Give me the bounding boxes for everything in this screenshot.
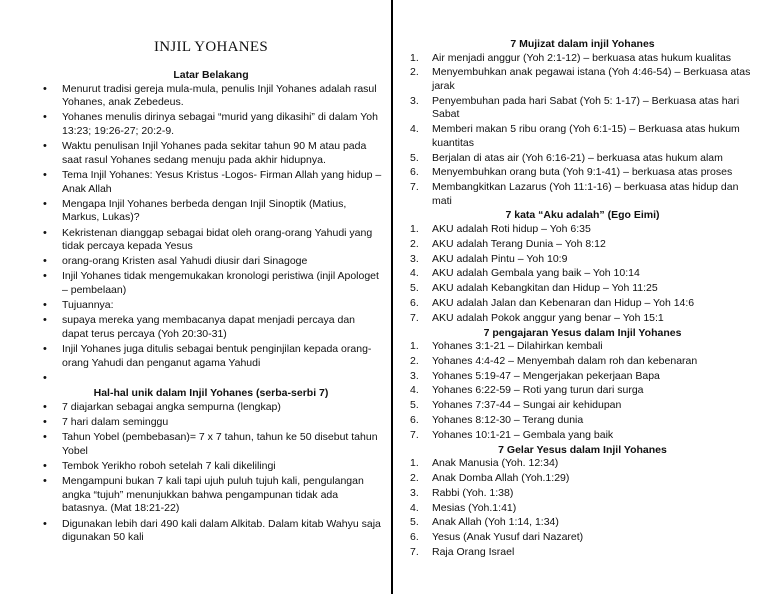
bullet-item: • Tujuannya: xyxy=(40,299,382,313)
item-text: Membangkitkan Lazarus (Yoh 11:1-16) – berkuasa atas hidup dan mati xyxy=(432,181,739,207)
bullet-item-empty xyxy=(40,372,382,386)
item-text: Yohanes 6:22-59 – Roti yang turun dari surga xyxy=(432,384,644,397)
list-item xyxy=(410,487,755,501)
item-text: Memberi makan 5 ribu orang (Yoh 6:1-15) – Berkuasa atas hukum kuantitas xyxy=(432,123,740,149)
bullet-item: • supaya mereka yang membacanya dapat menjadi percaya dan dapat terus percaya (Yoh 20:30-31) xyxy=(40,314,382,341)
item-text: AKU adalah Roti hidup – Yoh 6:35 xyxy=(432,223,591,236)
item-text: Penyembuhan pada hari Sabat (Yoh 5: 1-17) – Berkuasa atas hari Sabat xyxy=(432,94,740,121)
item-text: Air menjadi anggur (Yoh 2:1-12) – berkuasa atas hukum kualitas xyxy=(432,51,732,64)
section-heading-latar-belakang: Latar Belakang xyxy=(173,69,249,81)
section-heading-hal-unik: Hal-hal unik dalam Injil Yohanes (serba-serbi 7) xyxy=(93,387,329,400)
item-text: Menyembuhkan orang buta (Yoh 9:1-41) – berkuasa atas proses xyxy=(432,166,733,179)
list-item xyxy=(410,370,755,384)
list-item xyxy=(410,52,755,66)
item-text: Yohanes 10:1-21 – Gembala yang baik xyxy=(432,428,614,441)
item-text: Rabbi (Yoh. 1:38) xyxy=(432,486,514,499)
list-item xyxy=(410,546,755,560)
numbered-list-aku-adalah xyxy=(410,223,755,325)
bullet-item: • Kekristenan dianggap sebagai bidat oleh orang-orang Yahudi yang tidak percaya kepada Yesus xyxy=(40,227,382,254)
bullet-item: • 7 hari dalam seminggu xyxy=(40,416,382,430)
bullet-item: • 7 diajarkan sebagai angka sempurna (lengkap) xyxy=(40,401,382,415)
bullet-item: • Mengampuni bukan 7 kali tapi ujuh puluh tujuh kali, pengulangan angka “tujuh” menunjukkan bahwa pengampunan tidak ada batasnya. (Mat 18:21-22) xyxy=(40,475,382,516)
list-item xyxy=(410,457,755,471)
item-number: 6. xyxy=(410,296,419,309)
item-number: 1. xyxy=(410,457,419,470)
item-number: 2. xyxy=(410,354,419,367)
list-item xyxy=(410,267,755,281)
list-item xyxy=(410,297,755,311)
section-heading-gelar: 7 Gelar Yesus dalam Injil Yohanes xyxy=(498,443,667,456)
item-number: 1. xyxy=(410,223,419,236)
section-heading-pengajaran: 7 pengajaran Yesus dalam Injil Yohanes xyxy=(483,326,682,339)
item-number: 3. xyxy=(410,252,419,265)
item-text: Anak Domba Allah (Yoh.1:29) xyxy=(432,471,570,484)
list-item xyxy=(410,340,755,354)
bullet-item: • Tahun Yobel (pembebasan)= 7 x 7 tahun, tahun ke 50 disebut tahun Yobel xyxy=(40,431,382,458)
item-number: 5. xyxy=(410,151,419,164)
list-item xyxy=(410,312,755,326)
item-number: 1. xyxy=(410,51,419,64)
bullet-item: • Injil Yohanes tidak mengemukakan kronologi peristiwa (injil Apologet – pembelaan) xyxy=(40,270,382,297)
item-text: Yohanes 5:19-47 – Mengerjakan pekerjaan Bapa xyxy=(432,369,660,382)
numbered-list-gelar xyxy=(410,457,755,559)
item-text: Yesus (Anak Yusuf dari Nazaret) xyxy=(432,531,584,544)
item-number: 5. xyxy=(410,516,419,529)
list-item xyxy=(410,472,755,486)
list-item xyxy=(410,123,755,150)
bullet-item: • Digunakan lebih dari 490 kali dalam Alkitab. Dalam kitab Wahyu saja digunakan 50 kali xyxy=(40,518,382,545)
bullet-item: • Waktu penulisan Injil Yohanes pada sekitar tahun 90 M atau pada saat rasul Yohanes sedang menuju pada akhir hidupnya. xyxy=(40,140,382,167)
bullet-item: • Tembok Yerikho roboh setelah 7 kali dikelilingi xyxy=(40,460,382,474)
item-text: AKU adalah Terang Dunia – Yoh 8:12 xyxy=(432,237,606,250)
list-item xyxy=(410,166,755,180)
list-item xyxy=(410,223,755,237)
item-text: AKU adalah Pokok anggur yang benar – Yoh 15:1 xyxy=(432,311,664,324)
bullet-list-hal-unik xyxy=(40,401,382,545)
bullet-item: • Menurut tradisi gereja mula-mula, penulis Injil Yohanes adalah rasul Yohanes, anak Zebedeus. xyxy=(40,83,382,110)
item-text: Yohanes 8:12-30 – Terang dunia xyxy=(432,414,584,426)
list-item xyxy=(410,238,755,252)
list-item xyxy=(410,502,755,516)
list-item xyxy=(410,384,755,398)
item-number: 6. xyxy=(410,414,419,426)
bullet-item: • Injil Yohanes juga ditulis sebagai bentuk penginjilan kepada orang-orang Yahudi dan penganut agama Yahudi xyxy=(40,343,382,370)
list-item xyxy=(410,429,755,443)
list-item xyxy=(410,66,755,93)
item-number: 7. xyxy=(410,181,419,194)
list-item xyxy=(410,181,755,208)
item-number: 6. xyxy=(410,531,419,544)
item-text: AKU adalah Jalan dan Kebenaran dan Hidup – Yoh 14:6 xyxy=(432,296,695,309)
list-item xyxy=(410,282,755,296)
item-number: 7. xyxy=(410,428,419,441)
item-number: 4. xyxy=(410,123,419,136)
item-text: Raja Orang Israel xyxy=(432,545,515,558)
item-number: 2. xyxy=(410,237,419,250)
item-number: 2. xyxy=(410,471,419,484)
item-number: 1. xyxy=(410,340,419,353)
list-item xyxy=(410,516,755,530)
item-number: 4. xyxy=(410,384,419,397)
item-text: Anak Manusia (Yoh. 12:34) xyxy=(432,457,559,470)
item-text: Yohanes 7:37-44 – Sungai air kehidupan xyxy=(432,399,622,412)
item-text: AKU adalah Kebangkitan dan Hidup – Yoh 11:25 xyxy=(432,282,658,295)
bullet-item: • Tema Injil Yohanes: Yesus Kristus -Logos- Firman Allah yang hidup – Anak Allah xyxy=(40,169,382,196)
left-column xyxy=(40,38,382,546)
list-item xyxy=(410,95,755,122)
item-number: 3. xyxy=(410,369,419,382)
list-item xyxy=(410,253,755,267)
item-number: 6. xyxy=(410,166,419,179)
item-number: 5. xyxy=(410,399,419,412)
item-text: Berjalan di atas air (Yoh 6:16-21) – berkuasa atas hukum alam xyxy=(432,151,723,164)
item-text: Yohanes 4:4-42 – Menyembah dalam roh dan kebenaran xyxy=(432,354,698,367)
section-heading-mujizat: 7 Mujizat dalam injil Yohanes xyxy=(510,38,655,50)
column-divider xyxy=(391,0,393,594)
list-item xyxy=(410,531,755,545)
bullet-item: • Yohanes menulis dirinya sebagai “murid yang dikasihi” di dalam Yoh 13:23; 19:26-27; 20:2-9. xyxy=(40,111,382,138)
right-column xyxy=(410,38,755,561)
document-title: INJIL YOHANES xyxy=(153,39,269,55)
item-number: 2. xyxy=(410,66,419,79)
item-number: 4. xyxy=(410,501,419,514)
item-text: AKU adalah Gembala yang baik – Yoh 10:14 xyxy=(432,267,640,280)
numbered-list-mujizat xyxy=(410,52,755,209)
item-number: 3. xyxy=(410,486,419,499)
item-text: Menyembuhkan anak pegawai istana (Yoh 4:46-54) – Berkuasa atas jarak xyxy=(432,66,751,92)
bullet-item: • Mengapa Injil Yohanes berbeda dengan Injil Sinoptik (Matius, Markus, Lukas)? xyxy=(40,198,382,225)
list-item xyxy=(410,399,755,413)
item-number: 7. xyxy=(410,545,419,558)
list-item xyxy=(410,355,755,369)
item-text: Mesias (Yoh.1:41) xyxy=(432,501,517,514)
item-number: 3. xyxy=(410,94,419,107)
bullet-list-latar-belakang xyxy=(40,83,382,386)
numbered-list-pengajaran xyxy=(410,340,755,442)
item-text: AKU adalah Pintu – Yoh 10:9 xyxy=(432,252,568,265)
item-number: 7. xyxy=(410,311,419,324)
section-heading-aku-adalah: 7 kata “Aku adalah” (Ego Eimi) xyxy=(505,209,660,222)
item-text: Yohanes 3:1-21 – Dilahirkan kembali xyxy=(432,340,603,353)
item-number: 5. xyxy=(410,282,419,295)
bullet-item: • orang-orang Kristen asal Yahudi diusir dari Sinagoge xyxy=(40,255,382,269)
item-number: 4. xyxy=(410,267,419,280)
list-item xyxy=(410,152,755,166)
item-text: Anak Allah (Yoh 1:14, 1:34) xyxy=(432,516,559,529)
list-item xyxy=(410,414,755,428)
